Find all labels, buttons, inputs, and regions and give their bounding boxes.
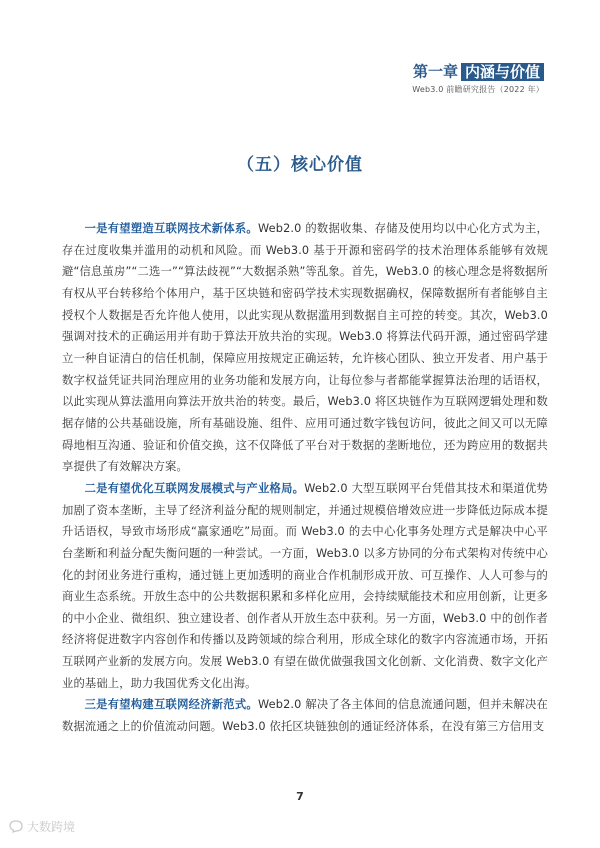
report-subtitle: Web3.0 前瞻研究报告（2022 年） [412,84,544,94]
chapter-number: 第一章 [412,62,458,81]
paragraph-2 [62,478,548,695]
paragraph-1 [62,218,548,478]
paragraph-1-text: Web2.0 的数据收集、存储及使用均以中心化方式为主，存在过度收集并滥用的动机和风险。而 Web3.0 基于开源和密码学的技术治理体系能够有效规避“信息茧房”“二选一”“算法歧视”“大数据杀熟”等乱象。首先，Web3.0 的核心理念是将数据所有权从平台转移给个体用户，基于区块链和密码学技术实现数据确权，保障数据所有者能够自主授权个人数据是否允许他人使用，以此实现从数据滥用到数据自主可控的转变。其次，Web3.0 强调对技术的正确运用并有助于算法开放共治的实现。Web3.0 将算法代码开源，通过密码学建立一种自证清白的信任机制，保障应用按规定正确运转，允许核心团队、独立开发者、用户基于数字权益凭证共同治理应用的业务功能和发展方向，让每位参与者都能掌握算法治理的话语权，以此实现从算法滥用向算法开放共治的转变。最后，Web3.0 将区块链作为互联网逻辑处理和数据存储的公共基础设施，所有基础设施、组件、应用可通过数字钱包访问，彼此之间又可以无障碍地相互沟通、验证和价值交换，这不仅降低了平台对于数据的垄断地位，还为跨应用的数据共享提供了有效解决方案。 [62,222,548,474]
paragraph-3 [62,694,548,737]
page-number: 7 [296,790,304,803]
chapter-header [412,62,544,95]
watermark [8,818,75,835]
watermark-text: 大数跨境 [27,820,76,834]
watermark-logo-icon [8,820,24,833]
paragraph-2-text: Web2.0 大型互联网平台凭借其技术和渠道优势加剧了资本垄断，主导了经济利益分配的规则制定，并通过规模倍增效应进一步降低边际成本提升话语权，导致市场形成“赢家通吃”局面。而 Web3.0 的去中心化事务处理方式是解决中心平台垄断和利益分配失衡问题的一种尝试。一方面，Web3.0 以多方协同的分布式架构对传统中心化的封闭业务进行重构，通过链上更加透明的商业合作机制形成开放、可互操作、人人可参与的商业生态系统。开放生态中的公共数据积累和多样化应用，会持续赋能技术和应用创新，让更多的中小企业、微组织、独立建设者、创作者从开放生态中获利。另一方面，Web3.0 中的创作者经济将促进数字内容创作和传播以及跨领域的综合利用，形成全球化的数字内容流通市场，开拓互联网产业新的发展方向。发展 Web3.0 有望在做优做强我国文化创新、文化消费、数字文化产业的基础上，助力我国优秀文化出海。 [62,481,548,690]
paragraph-1-lead: 一是有望塑造互联网技术新体系。 [84,222,258,235]
section-title: （五）核心价值 [237,155,363,175]
paragraph-2-lead: 二是有望优化互联网发展模式与产业格局。 [84,481,305,495]
paragraph-3-text: Web2.0 解决了各主体间的信息流通问题，但并未解决在数据流通之上的价值流动问题。Web3.0 依托区块链独创的通证经济体系，在没有第三方信用支 [62,698,548,734]
chapter-title: 内涵与价值 [461,63,544,81]
chapter-heading [412,62,544,81]
paragraph-3-lead: 三是有望构建互联网经济新范式。 [84,698,258,712]
body-text [62,218,548,738]
